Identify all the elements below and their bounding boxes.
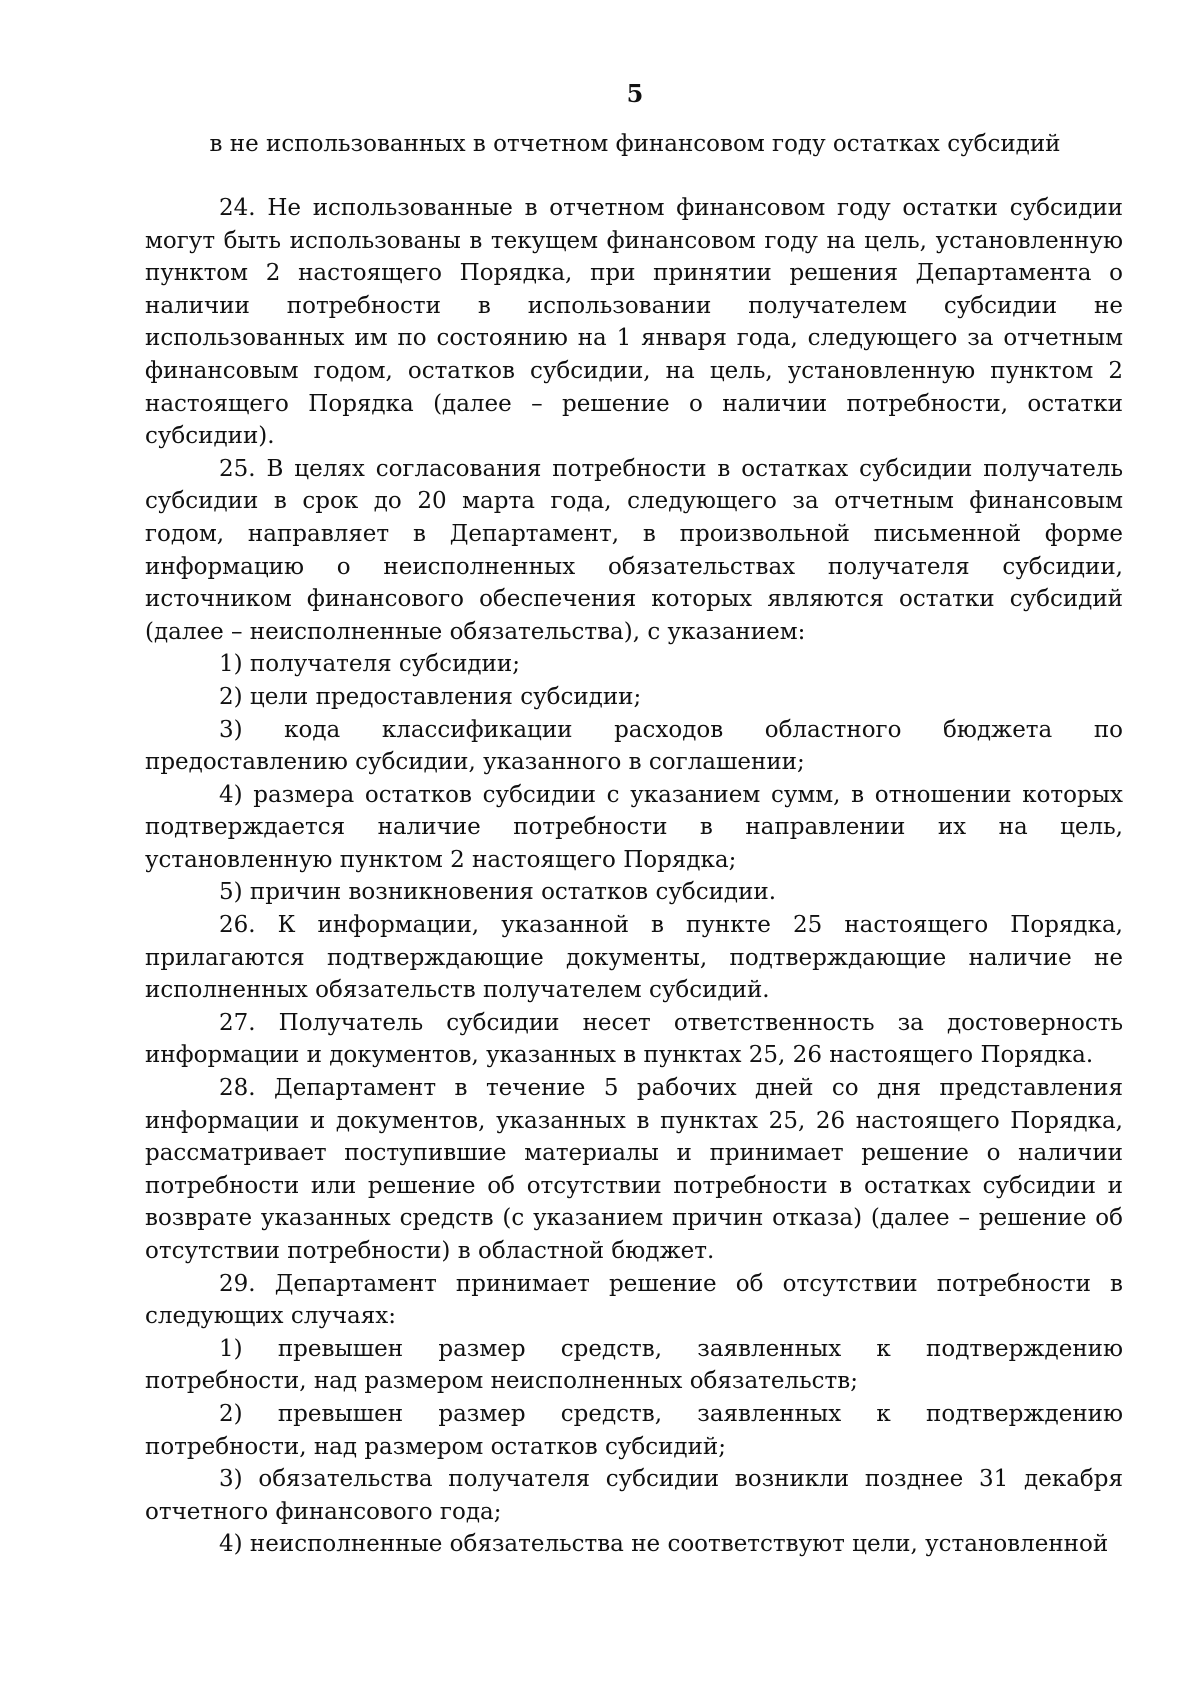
- paragraph-24: 24. Не использованные в отчетном финансовом году остатки субсидии могут быть использованы в текущем финансовом году на цель, установленную пунктом 2 настоящего Порядка, при принятии решения Департамента о наличии потребности в использовании получателем субсидии не использованных им по состоянию на 1 января года, следующего за отчетным финансовым годом, остатков субсидии, на цель, установленную пунктом 2 настоящего Порядка (далее – решение о наличии потребности, остатки субсидии).: [145, 195, 1123, 450]
- list-item: 2) цели предоставления субсидии;: [219, 683, 642, 710]
- paragraph-29: 29. Департамент принимает решение об отсутствии потребности в следующих случаях:: [145, 1270, 1123, 1330]
- list-item: 2) превышен размер средств, заявленных к подтверждению потребности, над размером остатков субсидий;: [145, 1400, 1123, 1460]
- paragraph-28: 28. Департамент в течение 5 рабочих дней со дня представления информации и документов, указанных в пунктах 25, 26 настоящего Порядка, рассматривает поступившие материалы и принимает решение о наличии потребности или решение об отсутствии потребности в остатках субсидии и возврате указанных средств (с указанием причин отказа) (далее – решение об отсутствии потребности) в областной бюджет.: [145, 1075, 1123, 1264]
- list-item: 1) превышен размер средств, заявленных к подтверждению потребности, над размером неисполненных обязательств;: [145, 1335, 1123, 1395]
- list-item: 5) причин возникновения остатков субсидии.: [219, 879, 777, 906]
- list-item: 1) получателя субсидии;: [219, 651, 520, 678]
- paragraph-27: 27. Получатель субсидии несет ответственность за достоверность информации и документов, указанных в пунктах 25, 26 настоящего Порядка.: [145, 1009, 1123, 1069]
- paragraph-25: 25. В целях согласования потребности в остатках субсидии получатель субсидии в срок до 20 марта года, следующего за отчетным финансовым годом, направляет в Департамент, в произвольной письменной форме информацию о неисполненных обязательствах получателя субсидии, источником финансового обеспечения которых являются остатки субсидий (далее – неисполненные обязательства), с указанием:: [145, 455, 1123, 645]
- list-item: 3) кода классификации расходов областного бюджета по предоставлению субсидии, указанного в соглашении;: [145, 716, 1123, 776]
- list-item: 4) неисполненные обязательства не соответствуют цели, установленной: [219, 1531, 1109, 1558]
- document-body: [145, 192, 1123, 1561]
- page-number: 5: [626, 79, 644, 108]
- paragraph-26: 26. К информации, указанной в пункте 25 настоящего Порядка, прилагаются подтверждающие документы, подтверждающие наличие не исполненных обязательств получателем субсидий.: [145, 912, 1123, 1004]
- list-item: 4) размера остатков субсидии с указанием сумм, в отношении которых подтверждается наличие потребности в направлении их на цель, установленную пунктом 2 настоящего Порядка;: [145, 781, 1123, 873]
- section-heading: в не использованных в отчетном финансовом году остатках субсидий: [209, 131, 1061, 157]
- list-item: 3) обязательства получателя субсидии возникли позднее 31 декабря отчетного финансового года;: [145, 1466, 1123, 1525]
